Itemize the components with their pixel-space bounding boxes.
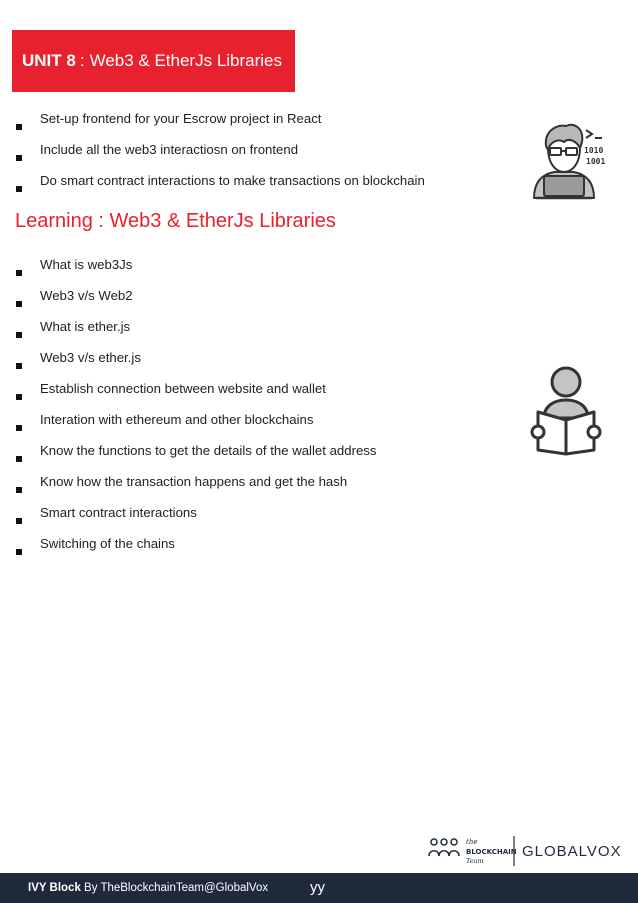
footer-brand-bold: IVY Block xyxy=(28,882,81,894)
list-item-text: Do smart contract interactions to make transactions on blockchain xyxy=(40,173,425,188)
page-number: yy xyxy=(310,879,325,896)
list-item-text: Set-up frontend for your Escrow project in React xyxy=(40,111,322,126)
unit-separator: : xyxy=(79,51,85,70)
list-item-text: Interation with ethereum and other blockchains xyxy=(40,412,314,427)
list-item-text: Web3 v/s ether.js xyxy=(40,350,141,365)
team-logo-sub: Team xyxy=(466,857,484,865)
list-item xyxy=(16,474,377,505)
bullet-square-icon xyxy=(16,301,22,307)
reading-person-icon xyxy=(530,366,606,456)
list-item-text: What is web3Js xyxy=(40,257,133,272)
footer-brand-rest: By TheBlockchainTeam@GlobalVox xyxy=(80,882,269,894)
list-item xyxy=(16,173,425,204)
list-item-text: Include all the web3 interactiosn on frontend xyxy=(40,142,299,157)
bullet-square-icon xyxy=(16,549,22,555)
list-item-text: Switching of the chains xyxy=(40,536,175,551)
list-item xyxy=(16,381,377,412)
globalvox-logo: GLOBALVOX xyxy=(522,843,622,860)
unit-number: UNIT 8 xyxy=(22,51,76,70)
bullet-square-icon xyxy=(16,332,22,338)
team-logo-big: BLOCKCHAIN xyxy=(466,848,517,856)
list-item xyxy=(16,142,425,173)
bullet-square-icon xyxy=(16,270,22,276)
bullet-square-icon xyxy=(16,456,22,462)
bullet-square-icon xyxy=(16,186,22,192)
developer-laptop-icon xyxy=(528,120,614,200)
bullet-square-icon xyxy=(16,425,22,431)
footer-brand xyxy=(28,873,268,903)
learning-title: Learning : Web3 & EtherJs Libraries xyxy=(15,210,336,232)
svg-text:1010: 1010 xyxy=(584,146,604,155)
list-item-text: What is ether.js xyxy=(40,319,131,334)
page-footer xyxy=(0,873,638,903)
bullet-square-icon xyxy=(16,487,22,493)
learning-topic-list xyxy=(16,257,377,567)
unit-title: Web3 & EtherJs Libraries xyxy=(89,51,283,70)
unit-banner xyxy=(12,30,295,92)
bullet-square-icon xyxy=(16,363,22,369)
list-item xyxy=(16,350,377,381)
team-logo-small: the xyxy=(466,838,478,846)
list-item xyxy=(16,505,377,536)
list-item xyxy=(16,111,425,142)
list-item xyxy=(16,536,377,567)
list-item xyxy=(16,288,377,319)
list-item xyxy=(16,257,377,288)
list-item-text: Smart contract interactions xyxy=(40,505,197,520)
blockchain-team-logo xyxy=(429,839,459,856)
company-logos xyxy=(428,834,626,868)
list-item-text: Establish connection between website and wallet xyxy=(40,381,326,396)
bullet-square-icon xyxy=(16,394,22,400)
list-item xyxy=(16,319,377,350)
list-item-text: Know how the transaction happens and get the hash xyxy=(40,474,348,489)
bullet-square-icon xyxy=(16,124,22,130)
bullet-square-icon xyxy=(16,518,22,524)
svg-text:1001: 1001 xyxy=(586,157,606,166)
list-item-text: Know the functions to get the details of the wallet address xyxy=(40,443,377,458)
list-item-text: Web3 v/s Web2 xyxy=(40,288,133,303)
list-item xyxy=(16,412,377,443)
project-task-list xyxy=(16,111,425,204)
list-item xyxy=(16,443,377,474)
bullet-square-icon xyxy=(16,155,22,161)
